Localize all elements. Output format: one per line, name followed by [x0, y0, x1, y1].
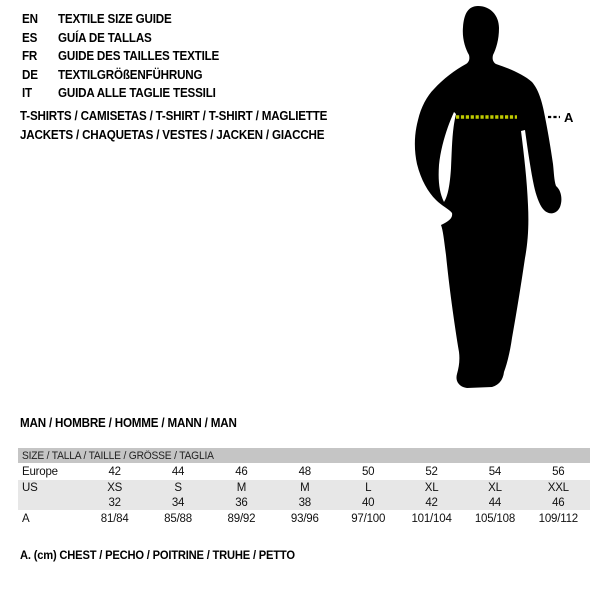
row-label: A — [22, 513, 30, 525]
cell: XL — [488, 481, 502, 494]
language-row-es — [22, 29, 231, 48]
language-title: TEXTILE SIZE GUIDE — [58, 12, 172, 27]
table-row-us — [18, 480, 590, 495]
section-title-man — [20, 416, 253, 430]
cell: 89/92 — [227, 513, 256, 525]
table-row-chest-a — [18, 510, 590, 528]
cell: 44 — [171, 465, 185, 478]
cell: 109/112 — [538, 513, 578, 525]
language-code: IT — [22, 86, 32, 101]
cell: 50 — [361, 465, 375, 478]
table-row-us-numeric — [18, 495, 590, 510]
language-title: GUIDE DES TAILLES TEXTILE — [58, 49, 220, 64]
section-title-text: MAN / HOMBRE / HOMME / MANN / MAN — [20, 416, 237, 430]
language-list — [22, 10, 231, 103]
language-code: ES — [22, 30, 38, 45]
language-row-de — [22, 66, 231, 85]
cell: 101/104 — [411, 513, 452, 525]
language-title: TEXTILGRÖßENFÜHRUNG — [58, 67, 203, 82]
cell: 42 — [108, 465, 121, 478]
cell: 44 — [488, 496, 502, 509]
table-band-us — [18, 480, 590, 510]
size-table-header-label: SIZE / TALLA / TAILLE / GRÖSSE / TAGLIA — [22, 449, 214, 462]
row-label: Europe — [22, 465, 58, 478]
cell: 38 — [298, 496, 312, 509]
cell: 48 — [298, 465, 312, 478]
category-heading — [20, 107, 350, 144]
cell: 46 — [235, 465, 248, 478]
cell: 105/108 — [474, 513, 516, 525]
size-table — [18, 448, 590, 528]
cell: XL — [424, 481, 439, 494]
cell: M — [300, 481, 310, 494]
cell: 34 — [171, 496, 185, 509]
language-code: FR — [22, 49, 38, 64]
man-silhouette-icon — [415, 6, 562, 388]
row-label: US — [22, 481, 38, 494]
language-code: DE — [22, 67, 38, 82]
cell: 54 — [488, 465, 502, 478]
cell: L — [365, 481, 372, 494]
measurement-figure — [400, 0, 585, 400]
language-title: GUÍA DE TALLAS — [58, 30, 152, 45]
cell: 85/88 — [164, 513, 192, 525]
cell: 56 — [552, 465, 565, 478]
cell: 81/84 — [100, 513, 129, 525]
language-row-it — [22, 84, 231, 103]
cell: 52 — [425, 465, 438, 478]
measure-label-a: A — [564, 110, 574, 125]
language-row-en — [22, 10, 231, 29]
measurement-footnote — [20, 548, 316, 562]
cell: S — [174, 481, 182, 494]
cell: 42 — [425, 496, 438, 509]
cell: M — [236, 481, 247, 494]
language-title: GUIDA ALLE TAGLIE TESSILI — [58, 86, 216, 101]
cell: XS — [107, 481, 123, 494]
measurement-footnote-text: A. (cm) CHEST / PECHO / POITRINE / TRUHE / PETTO — [20, 548, 295, 562]
category-line-tshirts: T-SHIRTS / CAMISETAS / T-SHIRT / T-SHIRT / MAGLIETTE — [20, 109, 328, 124]
category-line-jackets: JACKETS / CHAQUETAS / VESTES / JACKEN / GIACCHE — [20, 127, 325, 142]
cell: 36 — [235, 496, 248, 509]
cell: 93/96 — [290, 513, 319, 525]
table-row-europe — [18, 463, 590, 480]
cell: 46 — [552, 496, 565, 509]
cell: 40 — [361, 496, 375, 509]
cell: XXL — [547, 481, 569, 494]
cell: 97/100 — [351, 513, 386, 525]
language-row-fr — [22, 47, 231, 66]
language-code: EN — [22, 12, 38, 27]
size-table-header-row — [18, 448, 590, 463]
cell: 32 — [108, 496, 121, 509]
